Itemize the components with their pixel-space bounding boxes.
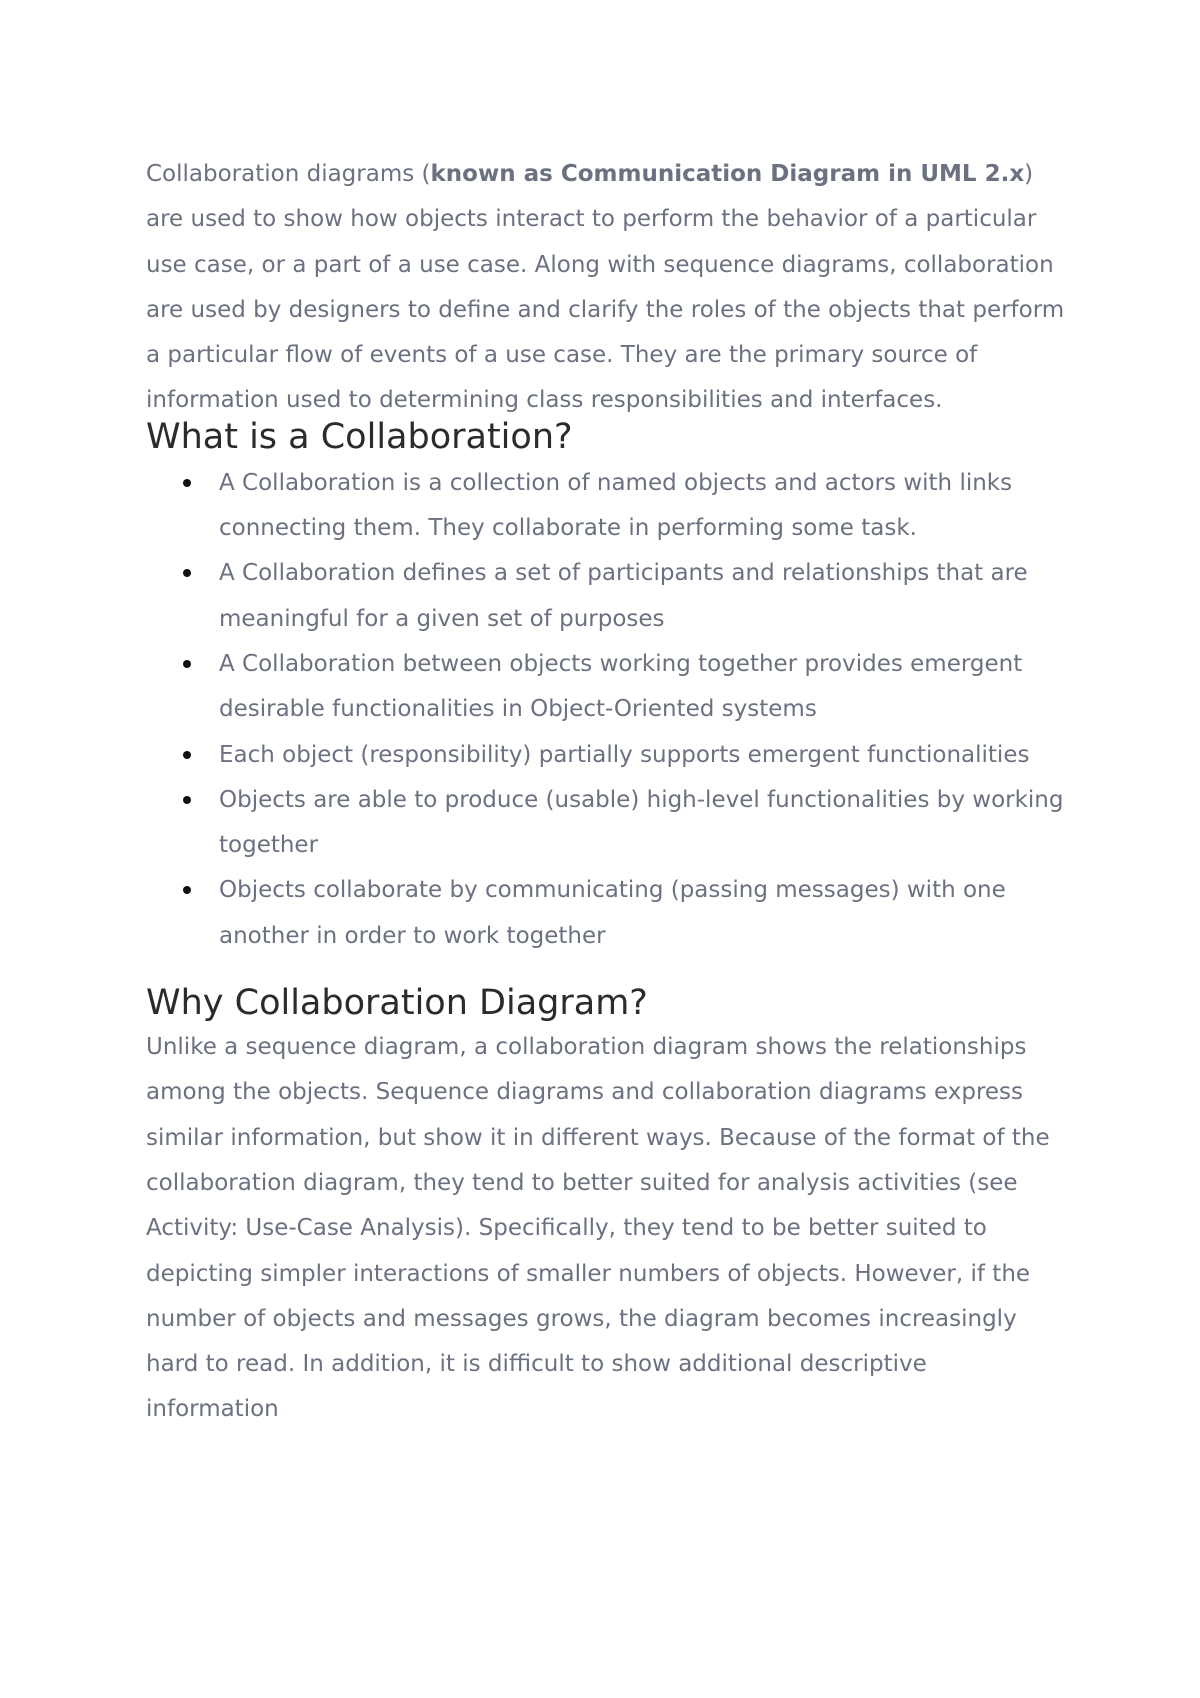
- intro-text-end: ) are used to show how objects interact to perform the behavior of a particular use case, or a part of a use case. Along with sequence diagrams, collaboration are used by designers to define and clarify the roles of the objects that perform a particular flow of events of a use case. They are the primary source of information used to determining class responsibilities and interfaces.: [146, 161, 1065, 414]
- list-item: [219, 642, 1066, 733]
- list-item: [219, 461, 1066, 552]
- list-item-text: Objects are able to produce (usable) high-level functionalities by working together: [219, 786, 1064, 859]
- bullet-icon: [183, 751, 191, 759]
- list-item-text: Each object (responsibility) partially supports emergent functionalities: [219, 741, 1030, 768]
- list-item-text: A Collaboration is a collection of named objects and actors with links connecting them. They collaborate in performing some task.: [219, 469, 1013, 542]
- document-page: [146, 152, 1066, 1433]
- intro-text-start: Collaboration diagrams (: [146, 161, 431, 187]
- list-item: [219, 778, 1066, 869]
- collaboration-bullet-list: [146, 461, 1066, 959]
- bullet-icon: [183, 660, 191, 668]
- list-item: [219, 551, 1066, 642]
- bullet-icon: [183, 569, 191, 577]
- bullet-icon: [183, 479, 191, 487]
- list-item-text: A Collaboration defines a set of participants and relationships that are meaningful for a given set of purposes: [219, 560, 1028, 632]
- heading-why-collaboration-diagram: Why Collaboration Diagram?: [146, 983, 648, 1024]
- why-paragraph: Unlike a sequence diagram, a collaboration diagram shows the relationships among the objects. Sequence diagrams and collaboration diagrams express similar information, but show it in different ways. Because of the format of the collaboration diagram, they tend to better suited for analysis activities (see Activity: Use-Case Analysis). Specifically, they tend to be better suited to depicting simpler interactions of smaller numbers of objects. However, if the number of objects and messages grows, the diagram becomes increasingly hard to read. In addition, it is difficult to show additional descriptive information: [146, 1034, 1050, 1423]
- list-item: [219, 868, 1066, 959]
- bullet-icon: [183, 886, 191, 894]
- list-item-text: Objects collaborate by communicating (passing messages) with one another in order to work together: [219, 877, 1006, 949]
- intro-bold-text: known as Communication Diagram in UML 2.x: [430, 161, 1025, 187]
- list-item-text: A Collaboration between objects working together provides emergent desirable functionalities in Object-Oriented systems: [219, 650, 1023, 723]
- intro-paragraph: [146, 152, 1066, 424]
- bullet-icon: [183, 796, 191, 804]
- list-item: [219, 733, 1066, 778]
- heading-what-is-collaboration: What is a Collaboration?: [146, 416, 573, 457]
